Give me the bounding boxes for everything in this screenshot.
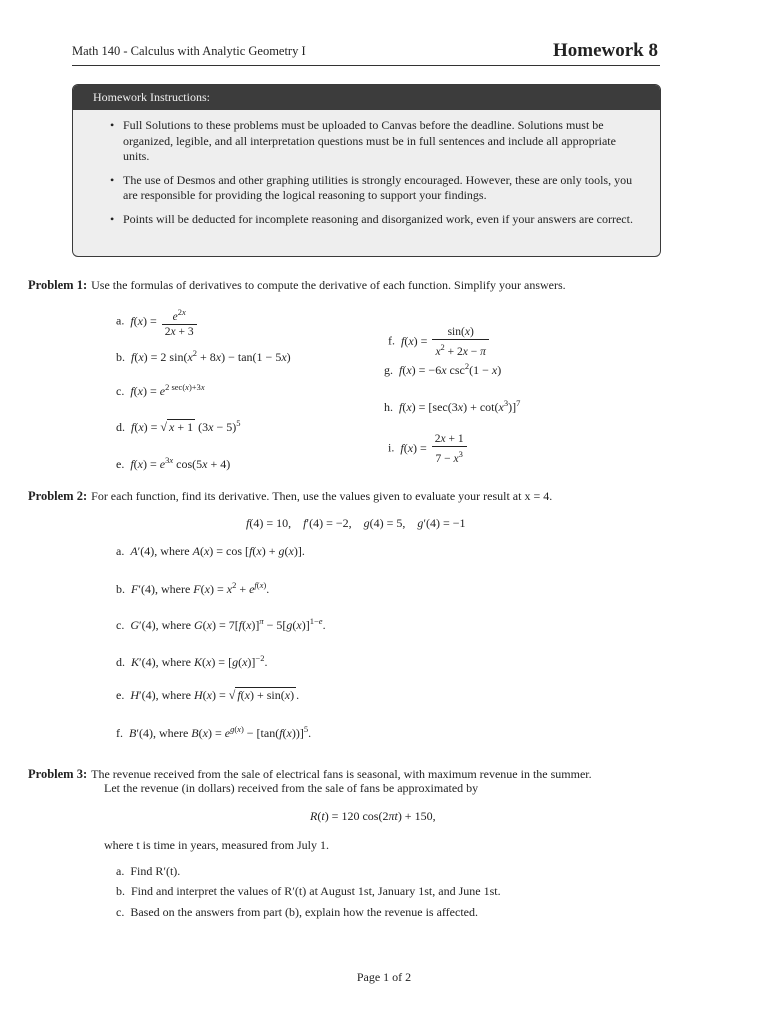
math-expression: $f(x) = e^{2 sec(x)+3x}$ [130, 382, 205, 398]
instructions-box [72, 84, 661, 257]
problem-1-text: Use the formulas of derivatives to compute the derivative of each function. Simplify your answers. [91, 278, 566, 292]
p1-item-i: i. f(x) = $\frac{2x + 1}{7 - x^3}$ [388, 432, 469, 466]
instruction-item: • Full Solutions to these problems must be uploaded to Canvas before the deadline. Solutions must be organized, legible, and all interpretation questions must be in full sentences and include all appropriate units. [110, 118, 616, 163]
math-expression: f(x) = √ x + 1 $(3x - 5)^5$ [131, 418, 241, 434]
problem-1-label: Problem 1: [28, 278, 88, 292]
math-expression: f(x) = $\frac{\sin(x)}{x^2 + 2x - \pi}$ [401, 334, 491, 348]
p3-revenue-formula: R(t) = 120 cos(2πt) + 150, [310, 809, 436, 823]
math-expression: $f(x) = e^{3x}$ cos(5x + 4) [130, 455, 231, 471]
homework-title: Homework 8 [552, 40, 658, 61]
math-expression: H′(4), where H(x) = √ f(x) + sin(x) . [130, 688, 300, 702]
math-expression: K′(4), where $K(x) = [g(x)]^{-2}$. [131, 653, 268, 669]
header-rule [72, 65, 660, 66]
p1-item-h: h. $f(x) = [\sec(3x) + \cot(x^3)]^7$ [384, 398, 521, 414]
p2-item-a: a. A′(4), where A(x) = cos [f(x) + g(x)]. [116, 544, 305, 558]
p1-item-f: f. f(x) = $\frac{\sin(x)}{x^2 + 2x - \pi}$ [388, 325, 491, 359]
math-expression: f(x) = $\frac{2x + 1}{7 - x^3}$ [400, 441, 468, 455]
instructions-heading: Homework Instructions: [73, 85, 660, 110]
p2-item-e: e. H′(4), where H(x) = √ f(x) + sin(x) . [116, 688, 300, 702]
bullet-icon: • [110, 172, 115, 187]
instructions-list [73, 118, 660, 227]
math-expression: G′(4), where $G(x) = 7[f(x)]^\pi - 5[g(x)]^{1-e}$. [130, 616, 326, 632]
p2-item-b: b. F′(4), where $F(x) = x^2 + e^{f(x)}$. [116, 580, 270, 596]
bullet-icon: • [110, 118, 115, 132]
p1-item-g: g. f(x) = −6x $\csc^2(1 - x)$ [384, 361, 502, 377]
p3-part-c: c. Based on the answers from part (b), explain how the revenue is affected. [116, 905, 478, 919]
problem-1-statement [28, 276, 566, 294]
p2-item-c: c. G′(4), where $G(x) = 7[f(x)]^\pi - 5[g(x)]^{1-e}$. [116, 616, 326, 632]
math-expression: f(x) = 2 $\sin(x^2 + 8x) - \tan(1 - 5x)$ [131, 348, 291, 364]
p1-item-e: e. $f(x) = e^{3x}$ cos(5x + 4) [116, 455, 231, 471]
math-expression: f(x) = $\frac{e^{2x}}{2x + 3}$ [130, 314, 198, 328]
math-expression: $f(x) = [\sec(3x) + \cot(x^3)]^7$ [399, 398, 521, 414]
p1-item-d: d. f(x) = √ x + 1 $(3x - 5)^5$ [116, 418, 241, 434]
p2-item-d: d. K′(4), where $K(x) = [g(x)]^{-2}$. [116, 653, 268, 669]
p3-part-b: b. Find and interpret the values of R′(t) at August 1st, January 1st, and June 1st. [116, 884, 501, 898]
problem-3-label: Problem 3: [28, 767, 88, 781]
math-expression: F′(4), where $F(x) = x^2 + e^{f(x)}$. [131, 580, 270, 596]
problem-3-text-line1: The revenue received from the sale of electrical fans is seasonal, with maximum revenue in the summer. [91, 767, 592, 781]
bullet-icon: • [110, 211, 115, 226]
p3-where-text: where t is time in years, measured from July 1. [104, 838, 329, 852]
math-expression: A′(4), where A(x) = cos [f(x) + g(x)]. [130, 544, 305, 558]
math-expression: B′(4), where $B(x) = e^{g(x)} - [\tan(f(x))]^5$. [129, 724, 312, 740]
math-expression: f(x) = −6x $\csc^2(1 - x)$ [399, 361, 502, 377]
problem-2-text: For each function, find its derivative. Then, use the values given to evaluate your result at x = 4. [91, 489, 553, 503]
page-number: Page 1 of 2 [356, 970, 412, 984]
problem-3-text-line2: Let the revenue (in dollars) received from the sale of fans be approximated by [104, 781, 479, 795]
p2-item-f: f. B′(4), where $B(x) = e^{g(x)} - [\tan(f(x))]^5$. [116, 724, 312, 740]
problem-2-label: Problem 2: [28, 489, 88, 503]
p1-item-a: a. f(x) = $\frac{e^{2x}}{2x + 3}$ [116, 305, 199, 339]
p2-given-values: f(4) = 10, f′(4) = −2, g(4) = 5, g′(4) = −1 [246, 516, 466, 530]
p1-item-b: b. f(x) = 2 $\sin(x^2 + 8x) - \tan(1 - 5x)$ [116, 348, 291, 364]
course-title: Math 140 - Calculus with Analytic Geometry I [72, 44, 306, 58]
instruction-item: • Points will be deducted for incomplete reasoning and disorganized work, even if your answers are correct. [110, 211, 633, 226]
problem-2-statement [28, 487, 552, 505]
p1-item-c: c. $f(x) = e^{2 sec(x)+3x}$ [116, 382, 205, 398]
p3-part-a: a. Find R′(t). [116, 864, 181, 878]
instruction-item: • The use of Desmos and other graphing utilities is strongly encouraged. However, these are only tools, you are responsible for providing the logical reasoning to support your findings. [110, 172, 633, 202]
